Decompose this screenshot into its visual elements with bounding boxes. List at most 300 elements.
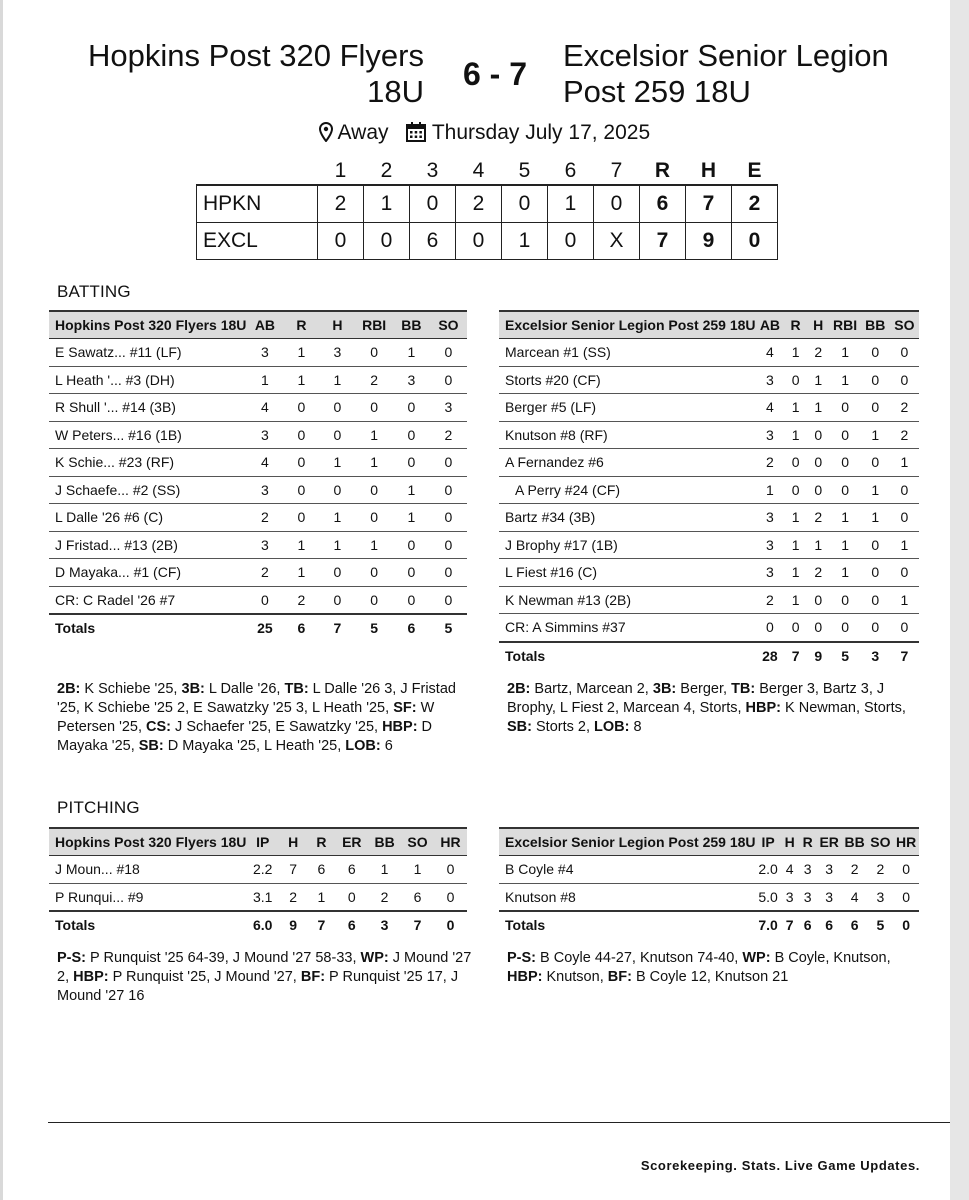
stat-cell: 0 bbox=[830, 449, 861, 477]
note-key: LOB: bbox=[594, 719, 630, 735]
stat-cell: 3 bbox=[817, 856, 842, 884]
stat-cell: 0 bbox=[283, 476, 319, 504]
stat-cell: 0 bbox=[319, 421, 355, 449]
total-cell: 9 bbox=[279, 911, 307, 939]
stat-cell: 0 bbox=[283, 394, 319, 422]
note-value: D Mayaka '25, L Heath '25, bbox=[163, 738, 346, 754]
stat-cell: 3 bbox=[799, 883, 817, 911]
stat-cell: 1 bbox=[393, 476, 430, 504]
total-cell: 7 bbox=[307, 911, 335, 939]
player-row bbox=[499, 394, 919, 422]
stat-cell: 3 bbox=[246, 531, 283, 559]
note-value: J Mound '27 2, bbox=[57, 950, 472, 985]
stat-cell: 0 bbox=[807, 421, 830, 449]
total-cell: 5 bbox=[430, 614, 467, 642]
stat-cell: 3 bbox=[756, 421, 785, 449]
line-score bbox=[196, 158, 778, 260]
stat-cell: 3 bbox=[430, 394, 467, 422]
totals-label: Totals bbox=[499, 642, 756, 670]
totals-label: Totals bbox=[499, 911, 756, 939]
player-row bbox=[49, 883, 467, 911]
game-location: Away bbox=[337, 121, 389, 144]
batting-section-title: BATTING bbox=[57, 282, 131, 301]
stat-cell: 1 bbox=[283, 366, 319, 394]
stat-cell: 0 bbox=[784, 614, 807, 642]
stat-cell: 1 bbox=[307, 883, 335, 911]
stat-column-header: BB bbox=[842, 828, 868, 856]
player-name: L Heath '... #3 (DH) bbox=[49, 366, 246, 394]
player-name: B Coyle #4 bbox=[499, 856, 756, 884]
inning-runs: 0 bbox=[318, 223, 364, 260]
stat-cell: 1 bbox=[830, 339, 861, 367]
stat-cell: 3 bbox=[246, 339, 283, 367]
stat-column-header: AB bbox=[246, 311, 283, 339]
player-name: CR: A Simmins #37 bbox=[499, 614, 756, 642]
stat-column-header: H bbox=[279, 828, 307, 856]
stat-cell: 2.0 bbox=[756, 856, 781, 884]
stat-cell: 1 bbox=[401, 856, 434, 884]
stat-cell: 0 bbox=[319, 394, 355, 422]
note-value: L Dalle '26 3, J Fristad '25, K Schiebe '25 2, E Sawatzky '25 3, L Heath '25, bbox=[57, 681, 456, 716]
total-cell: 6 bbox=[799, 911, 817, 939]
player-row bbox=[499, 366, 919, 394]
stat-cell: 0 bbox=[756, 614, 785, 642]
home-batting-table bbox=[499, 310, 919, 669]
stat-cell: 4 bbox=[246, 449, 283, 477]
note-key: LOB: bbox=[345, 738, 381, 754]
stat-cell: 0 bbox=[830, 421, 861, 449]
stat-cell: 1 bbox=[861, 476, 890, 504]
table-team-header: Excelsior Senior Legion Post 259 18U bbox=[499, 311, 756, 339]
stat-column-header: H bbox=[807, 311, 830, 339]
stat-column-header: BB bbox=[861, 311, 890, 339]
note-key: TB: bbox=[284, 681, 309, 697]
note-key: 3B: bbox=[181, 681, 205, 697]
note-value: L Dalle '26, bbox=[204, 681, 285, 697]
stat-cell: 3 bbox=[319, 339, 355, 367]
note-key: WP: bbox=[742, 950, 771, 966]
stat-cell: 0 bbox=[246, 586, 283, 614]
stat-cell: 2 bbox=[283, 586, 319, 614]
stat-cell: 0 bbox=[355, 559, 392, 587]
total-hits: 7 bbox=[686, 185, 732, 223]
stat-cell: 1 bbox=[784, 339, 807, 367]
home-batting-notes bbox=[507, 680, 927, 737]
stat-cell: 1 bbox=[355, 449, 392, 477]
stat-cell: 0 bbox=[807, 614, 830, 642]
stat-column-header: R bbox=[307, 828, 335, 856]
home-pitching-notes bbox=[507, 949, 927, 987]
stat-cell: 3 bbox=[246, 476, 283, 504]
stat-cell: 1 bbox=[784, 504, 807, 532]
total-cell: 5 bbox=[830, 642, 861, 670]
stat-cell: 1 bbox=[861, 421, 890, 449]
total-cell: 7 bbox=[890, 642, 919, 670]
total-cell: 5 bbox=[867, 911, 893, 939]
stat-cell: 2 bbox=[807, 504, 830, 532]
stat-cell: 3 bbox=[756, 531, 785, 559]
stat-cell: 0 bbox=[434, 883, 467, 911]
line-score-row-away bbox=[197, 185, 778, 223]
note-value: Berger, bbox=[676, 681, 732, 697]
stat-cell: 0 bbox=[890, 504, 919, 532]
player-name: Knutson #8 bbox=[499, 883, 756, 911]
note-value: 6 bbox=[380, 738, 393, 754]
stat-cell: 0 bbox=[861, 449, 890, 477]
stat-cell: 3 bbox=[756, 366, 785, 394]
stat-cell: 1 bbox=[890, 586, 919, 614]
note-key: HBP: bbox=[507, 969, 543, 985]
stat-cell: 1 bbox=[784, 531, 807, 559]
stat-cell: 0 bbox=[319, 559, 355, 587]
stat-cell: 2 bbox=[807, 559, 830, 587]
stat-cell: 2.2 bbox=[246, 856, 279, 884]
stat-cell: 2 bbox=[355, 366, 392, 394]
stat-cell: 0 bbox=[393, 531, 430, 559]
home-team-name: Excelsior Senior Legion Post 259 18U bbox=[563, 38, 889, 109]
player-name: Bartz #34 (3B) bbox=[499, 504, 756, 532]
stat-cell: 0 bbox=[830, 476, 861, 504]
stat-cell: 5.0 bbox=[756, 883, 781, 911]
stat-cell: 3 bbox=[781, 883, 799, 911]
stat-cell: 0 bbox=[319, 476, 355, 504]
note-value: P Runquist '25, J Mound '27, bbox=[108, 969, 301, 985]
inning-header: 6 bbox=[564, 159, 577, 182]
stat-cell: 4 bbox=[842, 883, 868, 911]
stat-cell: 1 bbox=[784, 421, 807, 449]
stat-cell: 0 bbox=[807, 586, 830, 614]
stat-cell: 0 bbox=[283, 504, 319, 532]
stat-cell: 2 bbox=[246, 504, 283, 532]
total-cell: 28 bbox=[756, 642, 785, 670]
player-name: L Fiest #16 (C) bbox=[499, 559, 756, 587]
stat-cell: 1 bbox=[890, 449, 919, 477]
stat-cell: 1 bbox=[319, 449, 355, 477]
table-team-header: Excelsior Senior Legion Post 259 18U bbox=[499, 828, 756, 856]
totals-label: Totals bbox=[49, 614, 246, 642]
note-key: HBP: bbox=[382, 719, 418, 735]
stat-cell: 3 bbox=[817, 883, 842, 911]
stat-cell: 0 bbox=[807, 476, 830, 504]
note-value: Storts 2, bbox=[531, 719, 595, 735]
stat-cell: 4 bbox=[756, 339, 785, 367]
stat-cell: 2 bbox=[279, 883, 307, 911]
stat-cell: 1 bbox=[830, 531, 861, 559]
stat-cell: 1 bbox=[368, 856, 401, 884]
player-row bbox=[499, 476, 919, 504]
inning-runs: 6 bbox=[410, 223, 456, 260]
total-runs: 7 bbox=[640, 223, 686, 260]
total-cell: 9 bbox=[807, 642, 830, 670]
stat-cell: 0 bbox=[890, 476, 919, 504]
stat-cell: 0 bbox=[355, 476, 392, 504]
stat-cell: 1 bbox=[807, 366, 830, 394]
total-hits: 9 bbox=[686, 223, 732, 260]
stat-cell: 0 bbox=[830, 394, 861, 422]
player-name: J Fristad... #13 (2B) bbox=[49, 531, 246, 559]
stat-cell: 0 bbox=[784, 476, 807, 504]
stat-cell: 2 bbox=[368, 883, 401, 911]
note-value: K Schiebe '25, bbox=[80, 681, 182, 697]
stat-column-header: SO bbox=[401, 828, 434, 856]
player-row bbox=[49, 421, 467, 449]
player-row bbox=[49, 586, 467, 614]
player-row bbox=[49, 394, 467, 422]
total-cell: 6 bbox=[393, 614, 430, 642]
footer-tagline: Scorekeeping. Stats. Live Game Updates. bbox=[640, 1158, 920, 1173]
stat-cell: 1 bbox=[355, 421, 392, 449]
total-cell: 7 bbox=[784, 642, 807, 670]
pitching-section-title: PITCHING bbox=[57, 798, 140, 817]
note-value: J Schaefer '25, E Sawatzky '25, bbox=[171, 719, 383, 735]
inning-runs: 2 bbox=[318, 185, 364, 223]
total-errors: 0 bbox=[732, 223, 778, 260]
player-row bbox=[499, 614, 919, 642]
inning-header: 4 bbox=[472, 159, 485, 182]
stat-cell: 2 bbox=[430, 421, 467, 449]
stat-cell: 1 bbox=[807, 531, 830, 559]
stat-cell: 0 bbox=[861, 339, 890, 367]
line-score-row-home bbox=[197, 223, 778, 260]
stat-column-header: R bbox=[784, 311, 807, 339]
stat-cell: 1 bbox=[807, 394, 830, 422]
totals-row bbox=[49, 614, 467, 642]
stat-cell: 0 bbox=[393, 421, 430, 449]
player-name: CR: C Radel '26 #7 bbox=[49, 586, 246, 614]
note-value: 8 bbox=[629, 719, 642, 735]
inning-runs: 2 bbox=[456, 185, 502, 223]
stat-cell: 3 bbox=[867, 883, 893, 911]
stat-cell: 0 bbox=[283, 421, 319, 449]
stat-cell: 0 bbox=[355, 339, 392, 367]
stat-cell: 0 bbox=[890, 614, 919, 642]
stat-cell: 0 bbox=[319, 586, 355, 614]
note-value: Berger 3, Bartz 3, J Brophy, L Fiest 2, Marcean 4, Storts, bbox=[507, 681, 885, 716]
stat-column-header: BB bbox=[368, 828, 401, 856]
table-team-header: Hopkins Post 320 Flyers 18U bbox=[49, 828, 246, 856]
inning-runs: 0 bbox=[456, 223, 502, 260]
stat-cell: 1 bbox=[283, 531, 319, 559]
player-name: Marcean #1 (SS) bbox=[499, 339, 756, 367]
inning-runs: 1 bbox=[502, 223, 548, 260]
stat-column-header: AB bbox=[756, 311, 785, 339]
stat-column-header: ER bbox=[336, 828, 369, 856]
total-cell: 0 bbox=[893, 911, 919, 939]
right-margin bbox=[950, 0, 969, 1200]
team-abbrev: EXCL bbox=[197, 223, 318, 260]
game-date: Thursday July 17, 2025 bbox=[431, 121, 651, 144]
player-row bbox=[499, 504, 919, 532]
stat-cell: 0 bbox=[393, 394, 430, 422]
stat-cell: 4 bbox=[246, 394, 283, 422]
note-key: SF: bbox=[393, 700, 417, 716]
stat-cell: 0 bbox=[355, 586, 392, 614]
left-edge bbox=[0, 0, 3, 1200]
stat-cell: 0 bbox=[861, 394, 890, 422]
stat-cell: 3 bbox=[393, 366, 430, 394]
away-pitching-table bbox=[49, 827, 467, 939]
stat-cell: 1 bbox=[756, 476, 785, 504]
stat-cell: 7 bbox=[279, 856, 307, 884]
note-value: B Coyle 12, Knutson 21 bbox=[631, 969, 789, 985]
stat-column-header: H bbox=[781, 828, 799, 856]
away-batting-notes bbox=[57, 680, 472, 756]
player-name: J Moun... #18 bbox=[49, 856, 246, 884]
stat-cell: 1 bbox=[784, 586, 807, 614]
stat-cell: 0 bbox=[893, 856, 919, 884]
player-name: A Fernandez #6 bbox=[499, 449, 756, 477]
footer-divider bbox=[48, 1122, 950, 1123]
stat-cell: 4 bbox=[781, 856, 799, 884]
player-row bbox=[499, 421, 919, 449]
stat-cell: 0 bbox=[893, 883, 919, 911]
stat-column-header: R bbox=[283, 311, 319, 339]
stat-cell: 0 bbox=[861, 586, 890, 614]
stat-column-header: R bbox=[799, 828, 817, 856]
note-key: SB: bbox=[138, 738, 164, 754]
stat-cell: 1 bbox=[393, 339, 430, 367]
stat-cell: 1 bbox=[830, 366, 861, 394]
stat-cell: 6 bbox=[336, 856, 369, 884]
inning-runs: 0 bbox=[548, 223, 594, 260]
total-cell: 6 bbox=[817, 911, 842, 939]
note-value: B Coyle 44-27, Knutson 74-40, bbox=[536, 950, 743, 966]
stat-column-header: IP bbox=[246, 828, 279, 856]
note-key: P-S: bbox=[507, 950, 536, 966]
note-key: HBP: bbox=[745, 700, 781, 716]
player-row bbox=[49, 476, 467, 504]
stat-cell: 2 bbox=[890, 394, 919, 422]
stat-cell: 0 bbox=[430, 586, 467, 614]
stat-cell: 0 bbox=[861, 559, 890, 587]
player-row bbox=[499, 339, 919, 367]
stat-cell: 1 bbox=[830, 559, 861, 587]
inning-runs: 1 bbox=[548, 185, 594, 223]
note-key: TB: bbox=[731, 681, 756, 697]
stat-cell: 2 bbox=[890, 421, 919, 449]
stat-cell: 0 bbox=[890, 559, 919, 587]
stat-column-header: H bbox=[319, 311, 355, 339]
player-name: L Dalle '26 #6 (C) bbox=[49, 504, 246, 532]
game-header bbox=[0, 38, 969, 118]
note-key: 3B: bbox=[652, 681, 677, 697]
stat-cell: 3 bbox=[246, 421, 283, 449]
stat-cell: 1 bbox=[830, 504, 861, 532]
player-name: Berger #5 (LF) bbox=[499, 394, 756, 422]
total-cell: 0 bbox=[434, 911, 467, 939]
player-row bbox=[49, 856, 467, 884]
stat-cell: 3 bbox=[756, 559, 785, 587]
stat-column-header: RBI bbox=[830, 311, 861, 339]
inning-header: 3 bbox=[426, 159, 439, 182]
stat-cell: 0 bbox=[393, 586, 430, 614]
total-cell: 7 bbox=[401, 911, 434, 939]
total-cell: 3 bbox=[861, 642, 890, 670]
stat-cell: 1 bbox=[861, 504, 890, 532]
note-key: CS: bbox=[146, 719, 172, 735]
player-row bbox=[49, 559, 467, 587]
stat-cell: 0 bbox=[430, 559, 467, 587]
note-value: W Petersen '25, bbox=[57, 700, 435, 735]
runs-header: R bbox=[654, 159, 671, 182]
inning-runs: 0 bbox=[502, 185, 548, 223]
total-cell: 25 bbox=[246, 614, 283, 642]
stat-cell: 0 bbox=[890, 366, 919, 394]
team-abbrev: HPKN bbox=[197, 185, 318, 223]
stat-cell: 3 bbox=[756, 504, 785, 532]
stat-cell: 0 bbox=[283, 449, 319, 477]
total-cell: 6 bbox=[842, 911, 868, 939]
note-key: 2B: bbox=[507, 681, 531, 697]
stat-cell: 0 bbox=[807, 449, 830, 477]
total-runs: 6 bbox=[640, 185, 686, 223]
inning-runs: 0 bbox=[594, 185, 640, 223]
stat-cell: 0 bbox=[430, 531, 467, 559]
player-name: Storts #20 (CF) bbox=[499, 366, 756, 394]
player-row bbox=[499, 449, 919, 477]
stat-cell: 0 bbox=[336, 883, 369, 911]
player-name: W Peters... #16 (1B) bbox=[49, 421, 246, 449]
note-key: BF: bbox=[300, 969, 326, 985]
stat-column-header: BB bbox=[393, 311, 430, 339]
stat-cell: 0 bbox=[861, 366, 890, 394]
stat-column-header: RBI bbox=[355, 311, 392, 339]
stat-cell: 2 bbox=[842, 856, 868, 884]
player-name: J Brophy #17 (1B) bbox=[499, 531, 756, 559]
stat-cell: 0 bbox=[830, 614, 861, 642]
stat-cell: 6 bbox=[401, 883, 434, 911]
stat-cell: 1 bbox=[890, 531, 919, 559]
player-row bbox=[49, 531, 467, 559]
note-value: Bartz, Marcean 2, bbox=[530, 681, 653, 697]
stat-cell: 0 bbox=[784, 449, 807, 477]
stat-cell: 0 bbox=[393, 449, 430, 477]
stat-cell: 0 bbox=[861, 531, 890, 559]
stat-cell: 6 bbox=[307, 856, 335, 884]
stat-cell: 0 bbox=[430, 449, 467, 477]
stat-cell: 1 bbox=[283, 559, 319, 587]
note-key: 2B: bbox=[57, 681, 81, 697]
stat-cell: 0 bbox=[890, 339, 919, 367]
stat-column-header: SO bbox=[890, 311, 919, 339]
player-row bbox=[499, 531, 919, 559]
player-row bbox=[49, 449, 467, 477]
totals-row bbox=[499, 911, 919, 939]
inning-runs: 0 bbox=[410, 185, 456, 223]
stat-column-header: SO bbox=[430, 311, 467, 339]
stat-cell: 1 bbox=[246, 366, 283, 394]
player-row bbox=[49, 339, 467, 367]
stat-cell: 0 bbox=[430, 366, 467, 394]
inning-header: 7 bbox=[610, 159, 623, 182]
stat-cell: 1 bbox=[393, 504, 430, 532]
stat-cell: 0 bbox=[355, 394, 392, 422]
stat-cell: 3.1 bbox=[246, 883, 279, 911]
table-team-header: Hopkins Post 320 Flyers 18U bbox=[49, 311, 246, 339]
hits-header: H bbox=[700, 159, 717, 182]
calendar-icon bbox=[406, 122, 426, 148]
player-name: J Schaefe... #2 (SS) bbox=[49, 476, 246, 504]
player-name: E Sawatz... #11 (LF) bbox=[49, 339, 246, 367]
stat-cell: 1 bbox=[319, 504, 355, 532]
total-cell: 6 bbox=[283, 614, 319, 642]
player-name: R Shull '... #14 (3B) bbox=[49, 394, 246, 422]
player-name: P Runqui... #9 bbox=[49, 883, 246, 911]
away-team-name: Hopkins Post 320 Flyers 18U bbox=[88, 38, 424, 109]
note-key: SB: bbox=[507, 719, 532, 735]
stat-cell: 0 bbox=[430, 504, 467, 532]
note-value: K Newman, Storts, bbox=[781, 700, 906, 716]
